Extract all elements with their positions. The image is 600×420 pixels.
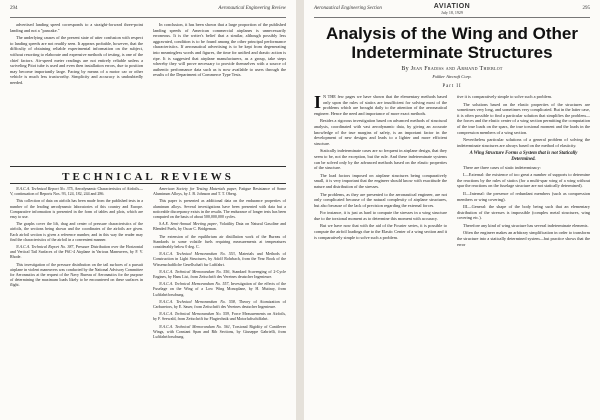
review-citation: N.A.C.A. Technical Memorandum No. 556 [159, 268, 230, 274]
review-entry: N.A.C.A. Technical Memorandum No. 556, Standard Scavenging of 2-Cycle Engines, by Hans List, from Zeitschrift des Vereines deutscher Ingenieure. [153, 268, 286, 280]
paragraph: Statically indeterminate cases are so frequent in airplane design, that they seem to be, not the exception, but the rule. And these indeterminate systems can be solved only by the advanced methods based on the elastic properties of the structure. [314, 148, 447, 171]
paragraph: Besides a rigorous investigation based on advanced methods of structural analysis, coordinated with vast aerodynamic data, by giving an accurate knowledge of the true margins of safety, is an important factor in the development of new designs and leads to a lighter and more efficient structure. [314, 118, 447, 146]
left-running-title: Aeronautical Engineering Review [218, 6, 286, 11]
paragraph: Nevertheless particular solutions of a general problem of solving the indeterminate structures are always based on the method of elasticity. [457, 137, 590, 148]
right-running-head [314, 4, 590, 16]
right-head-rule [314, 17, 590, 18]
review-entry: N.A.C.A. Technical Memorandum No. 553, Materials and Methods of Construction in Light Structures, by Adolf Rohrbach, from the Year Book of the Wissenschaftliche Gesellschaft fur Luftfahrt. [153, 251, 286, 267]
review-text: Standard Scavenging of 2-Cycle Engines, by Hans List, from Zeitschrift des Vereines deutscher Ingenieure. [153, 268, 286, 280]
review-text: This collection of data on airfoils has been made from the published tests in a number of the leading aerodynamic laboratories of this country and Europe. Comparative information is presented in the form of tables and plots, which are easy to use. [10, 198, 143, 220]
review-text: Theory of Atomization of Carburetors, by E. Sauer, from Zeitschrift des Vereines deutscher Ingenieure. [153, 298, 286, 310]
paragraph: The problems, as they are presented to the aeronautical engineer, are not only complicated because of the natural complexity of airplane structures, but also because of the lack of precision regarding the external forces. [314, 191, 447, 208]
review-entry: N.A.C.A. Technical Memorandum No. 557, Investigation of the effects of the Fuselage on the Wing of a Low Wing Monoplane, by H. Muttray, from Luftfahrtforschung. [153, 281, 286, 297]
paragraph: The underlying causes of the present state of utter confusion with respect to landing speeds are not readily seen. It appears probable, however, that the difficulty of obtaining reliable experimental information on the subject, without resorting to elaborate and expensive methods of testing, is one of the chief factors. Air-speed meter readings are not entirely reliable unless a swiveling Pitot tube is used and even then installation errors, due to position may become importantly large. Facing by means of a motor car or other vehicle is much less trustworthy. Simplicity and accuracy is undoubtedly needed. [10, 35, 143, 85]
review-text: Torsional Rigidity of Cantilever Wings, with Constant Span and Rib Sections, by Giuseppe Gabrielli, from Luftfahrtforschung. [153, 323, 286, 340]
section-subheading: A Wing Structure Forms a System that is not Statically Determined. [469, 151, 578, 162]
list-item: I—External: the existence of too great a number of supports to determine the reactions by the rules of statics (for a multi-spar wing of a wing without spar the reactions on the fuselage structure are not statically determined). [457, 172, 590, 189]
section-title: TECHNICAL REVIEWS [62, 171, 234, 183]
review-entry [153, 198, 286, 219]
review-citation: N.A.C.A. Technical Memorandum No. 559 [159, 311, 230, 317]
page-gutter [296, 0, 304, 420]
review-entry [10, 262, 143, 288]
byline-prefix: By [401, 66, 409, 72]
review-entry: N.A.C.A. Technical Memorandum No. 559, Force Measurements on Airfoils, by F. Seewald, from Zeitschrift fur Flugtechnik und Motorluftschiffahrt. [153, 311, 286, 322]
paragraph: There are three cases of static indeterminacy: [463, 164, 541, 170]
review-citation: American Society for Testing Materials paper [159, 186, 237, 191]
left-top-column-2 [153, 22, 286, 162]
list-item: II—Internal: the presence of redundant members (such as compression members or wing covering). [457, 190, 590, 202]
list-item: III—General: the shape of the body being such that an elementary distribution of the stresses is impossible (complex metal structures, wing covering etc.). [457, 204, 590, 221]
right-column-2 [457, 94, 590, 416]
paragraph: Therefore any kind of wing structure has several indeterminate elements. [463, 222, 589, 228]
review-text: Aerodynamic Characteristics of Airfoils—V, continuation of Reports Nos. 93, 124, 182, 244 and 286. [10, 186, 143, 197]
left-top-column-1 [10, 22, 143, 162]
left-running-head [10, 4, 286, 16]
review-entry: N.A.C.A. Technical Report No. 375, Aerodynamic Characteristics of Airfoils—V, continuation of Reports Nos. 93, 124, 182, 244 and 286. [10, 186, 143, 197]
right-page [304, 0, 600, 420]
lead-text: N THE few pages we have shown that the elementary methods based only upon the rules of statics are insufficient for solving most of the problems which are brought daily to the attention of the aeronautical engineer. Hence the need and importance of more exact methods. [314, 94, 447, 116]
right-page-number: 295 [582, 6, 590, 11]
left-page-number: 294 [10, 6, 18, 11]
review-citation: N.A.C.A. Technical Memorandum No. 553 [159, 251, 235, 257]
drop-cap: I [314, 94, 322, 112]
review-citation: N.A.C.A. Technical Report No. 375 [16, 186, 73, 191]
review-citation: N.A.C.A. Technical Report No. 387 [16, 244, 74, 250]
review-entry: S.A.E. Semi-Annual Meeting paper, Volatility Data on Natural Gasoline and Blended Fuels, by Oscar C. Bridgeman. [153, 221, 286, 232]
issue-date: July 18, 1929 [441, 10, 463, 15]
left-head-rule [10, 17, 286, 18]
review-text: Materials and Methods of Construction in Light Structures, by Adolf Rohrbach, from the Year Book of the Wissenschaftliche Gesellschaft fur Luftfahrt. [153, 251, 286, 267]
review-text: Investigation of the effects of the Fuselage on the Wing of a Low Wing Monoplane, by H. Muttray, from Luftfahrtforschung. [153, 281, 286, 297]
left-bottom-column-2 [153, 186, 286, 416]
paragraph: advertised landing speed corresponds to a straight-forward three-point landing and not a "pancake." [10, 22, 143, 33]
article-part: Part II [442, 84, 462, 89]
technical-reviews-banner [10, 166, 286, 184]
paragraph: The load factors imposed on airplane structures being comparatively small, it is very important that the engineer should know with exactitude the nature and distribution of the stresses. [314, 172, 447, 189]
review-entry: American Society for Testing Materials paper, Fatigue Resistance of Some Aluminum Alloys, by J. B. Johnson and T. T. Oberg. [153, 186, 286, 197]
review-entry [10, 198, 143, 219]
right-column-1 [314, 94, 447, 416]
review-entry [10, 221, 143, 242]
review-citation: S.A.E. Semi-Annual Meeting paper [159, 221, 217, 227]
paragraph: But we have now that with the aid of the Fourier series, it is possible to compute the airfoil loadings due to the Elastic Center of a wing section and it is comparatively simple to solve such a problem. [314, 223, 447, 240]
review-entry [153, 234, 286, 250]
review-entry: N.A.C.A. Technical Report No. 387, Pressure Distribution over the Horizontal and Vertical Tail Surfaces of the F6C-4 Airplane in Various Maneuvers, by F. V. Rhode. [10, 244, 143, 260]
review-text: Fatigue Resistance of Some Aluminum Alloys, by J. B. Johnson and T. T. Oberg. [153, 186, 286, 197]
affiliation: Fokker Aircraft Corp. [432, 74, 472, 79]
masthead-title: AVIATION [433, 3, 471, 10]
right-running-title: Aeronautical Engineering Section [314, 6, 382, 11]
left-bottom-column-1 [10, 186, 143, 416]
review-citation: N.A.C.A. Technical Memorandum No. 558 [159, 298, 235, 304]
review-citation: N.A.C.A. Technical Memorandum No. 561 [159, 323, 230, 329]
review-text: The graphs cover the lift, drag and center of pressure characteristics of the airfoils, the sections being shown and the coordinates of the airfoils are given. Each airfoil section is given a reference number, and in this way the reader may find the characteristics of the airfoil in a convenient manner. [10, 221, 143, 242]
review-entry: N.A.C.A. Technical Memorandum No. 561, Torsional Rigidity of Cantilever Wings, with Constant Span and Rib Sections, by Giuseppe Gabrielli, from Luftfahrtforschung. [153, 323, 286, 340]
paragraph: The solutions based on the elastic properties of the structures are sometimes very long, and sometimes very complicated. But in the latter case, it is often possible to find a particular solution that simplifies the problem—the forces and the elastic center of a wing section permitting the computation of the true loads on the spars, the true torsional moment and the loads in the compression members of a wing section. [457, 101, 590, 135]
paragraph: tive it is comparatively simple to solve such a problem. [457, 94, 552, 99]
review-text: This paper is presented as additional data on the endurance properties of aluminum alloys. Several investigations have been presented with data but a noticeable discrepancy exists in the results. The endurance of longer tests has been computed on the basis of about 500,000,000 cycles. [153, 198, 286, 220]
review-text: Volatility Data on Natural Gasoline and Blended Fuels, by Oscar C. Bridgeman. [153, 221, 286, 232]
review-entry: N.A.C.A. Technical Memorandum No. 558, Theory of Atomization of Carburetors, by E. Sauer, from Zeitschrift des Vereines deutscher Ingenieure. [153, 298, 286, 310]
left-page [0, 0, 296, 420]
lead-paragraph [314, 94, 447, 116]
paragraph: In conclusion, it has been shown that a large proportion of the published landing speeds of American commercial airplanes is unnecessarily erroneous. It is the writer's belief that a similar, although possibly less aggravated, condition is to be found among the other principal performance characteristics. If aeronautical advertising is to be kept from degenerating into meaningless words and figures, the time for unified and drastic action is ripe. It is suggested that airplane manufacturers, as a group, take steps whereby they will prove necessary to provide themselves with a source of authentic performance data such as is now available to users through the results of the Department of Commerce Type Tests. [153, 22, 286, 78]
paragraph: Often the engineer makes an arbitrary simplification in order to transform the structure into a statically determined system—but practice shows that the error [457, 230, 590, 247]
byline [314, 66, 590, 72]
review-citation: N.A.C.A. Technical Memorandum No. 557 [159, 281, 229, 287]
review-text: Pressure Distribution over the Horizontal and Vertical Tail Surfaces of the F6C-4 Airplane in Various Maneuvers, by F. V. Rhode. [10, 244, 143, 260]
authors: Jean Fradiss and Armand Thieblot [410, 66, 503, 72]
masthead [314, 4, 590, 16]
paragraph: For instance, it is just as hard to compute the stresses in a wing structure due to the torsional moment as to determine this moment with accuracy. [314, 210, 447, 221]
article-title: Analysis of the Wing and Other Indeterminate Structures [325, 24, 579, 62]
review-text: Force Measurements on Airfoils, by F. Seewald, from Zeitschrift fur Flugtechnik und Motorluftschiffahrt. [153, 311, 286, 322]
review-text: The extension of the equilibrium air distillation work of the Bureau of Standards to some volatile fuels requiring measurements at temperatures considerably below 0 deg. C. [153, 233, 286, 250]
review-text: This investigation of the pressure distribution on the tail surfaces of a pursuit airplane in violent maneuvers was conducted by the National Advisory Committee for Aeronautics at the request of the Navy Bureau of Aeronautics for the purpose of determining the maximum loads likely to be encountered on these surfaces in flight. [10, 261, 143, 288]
